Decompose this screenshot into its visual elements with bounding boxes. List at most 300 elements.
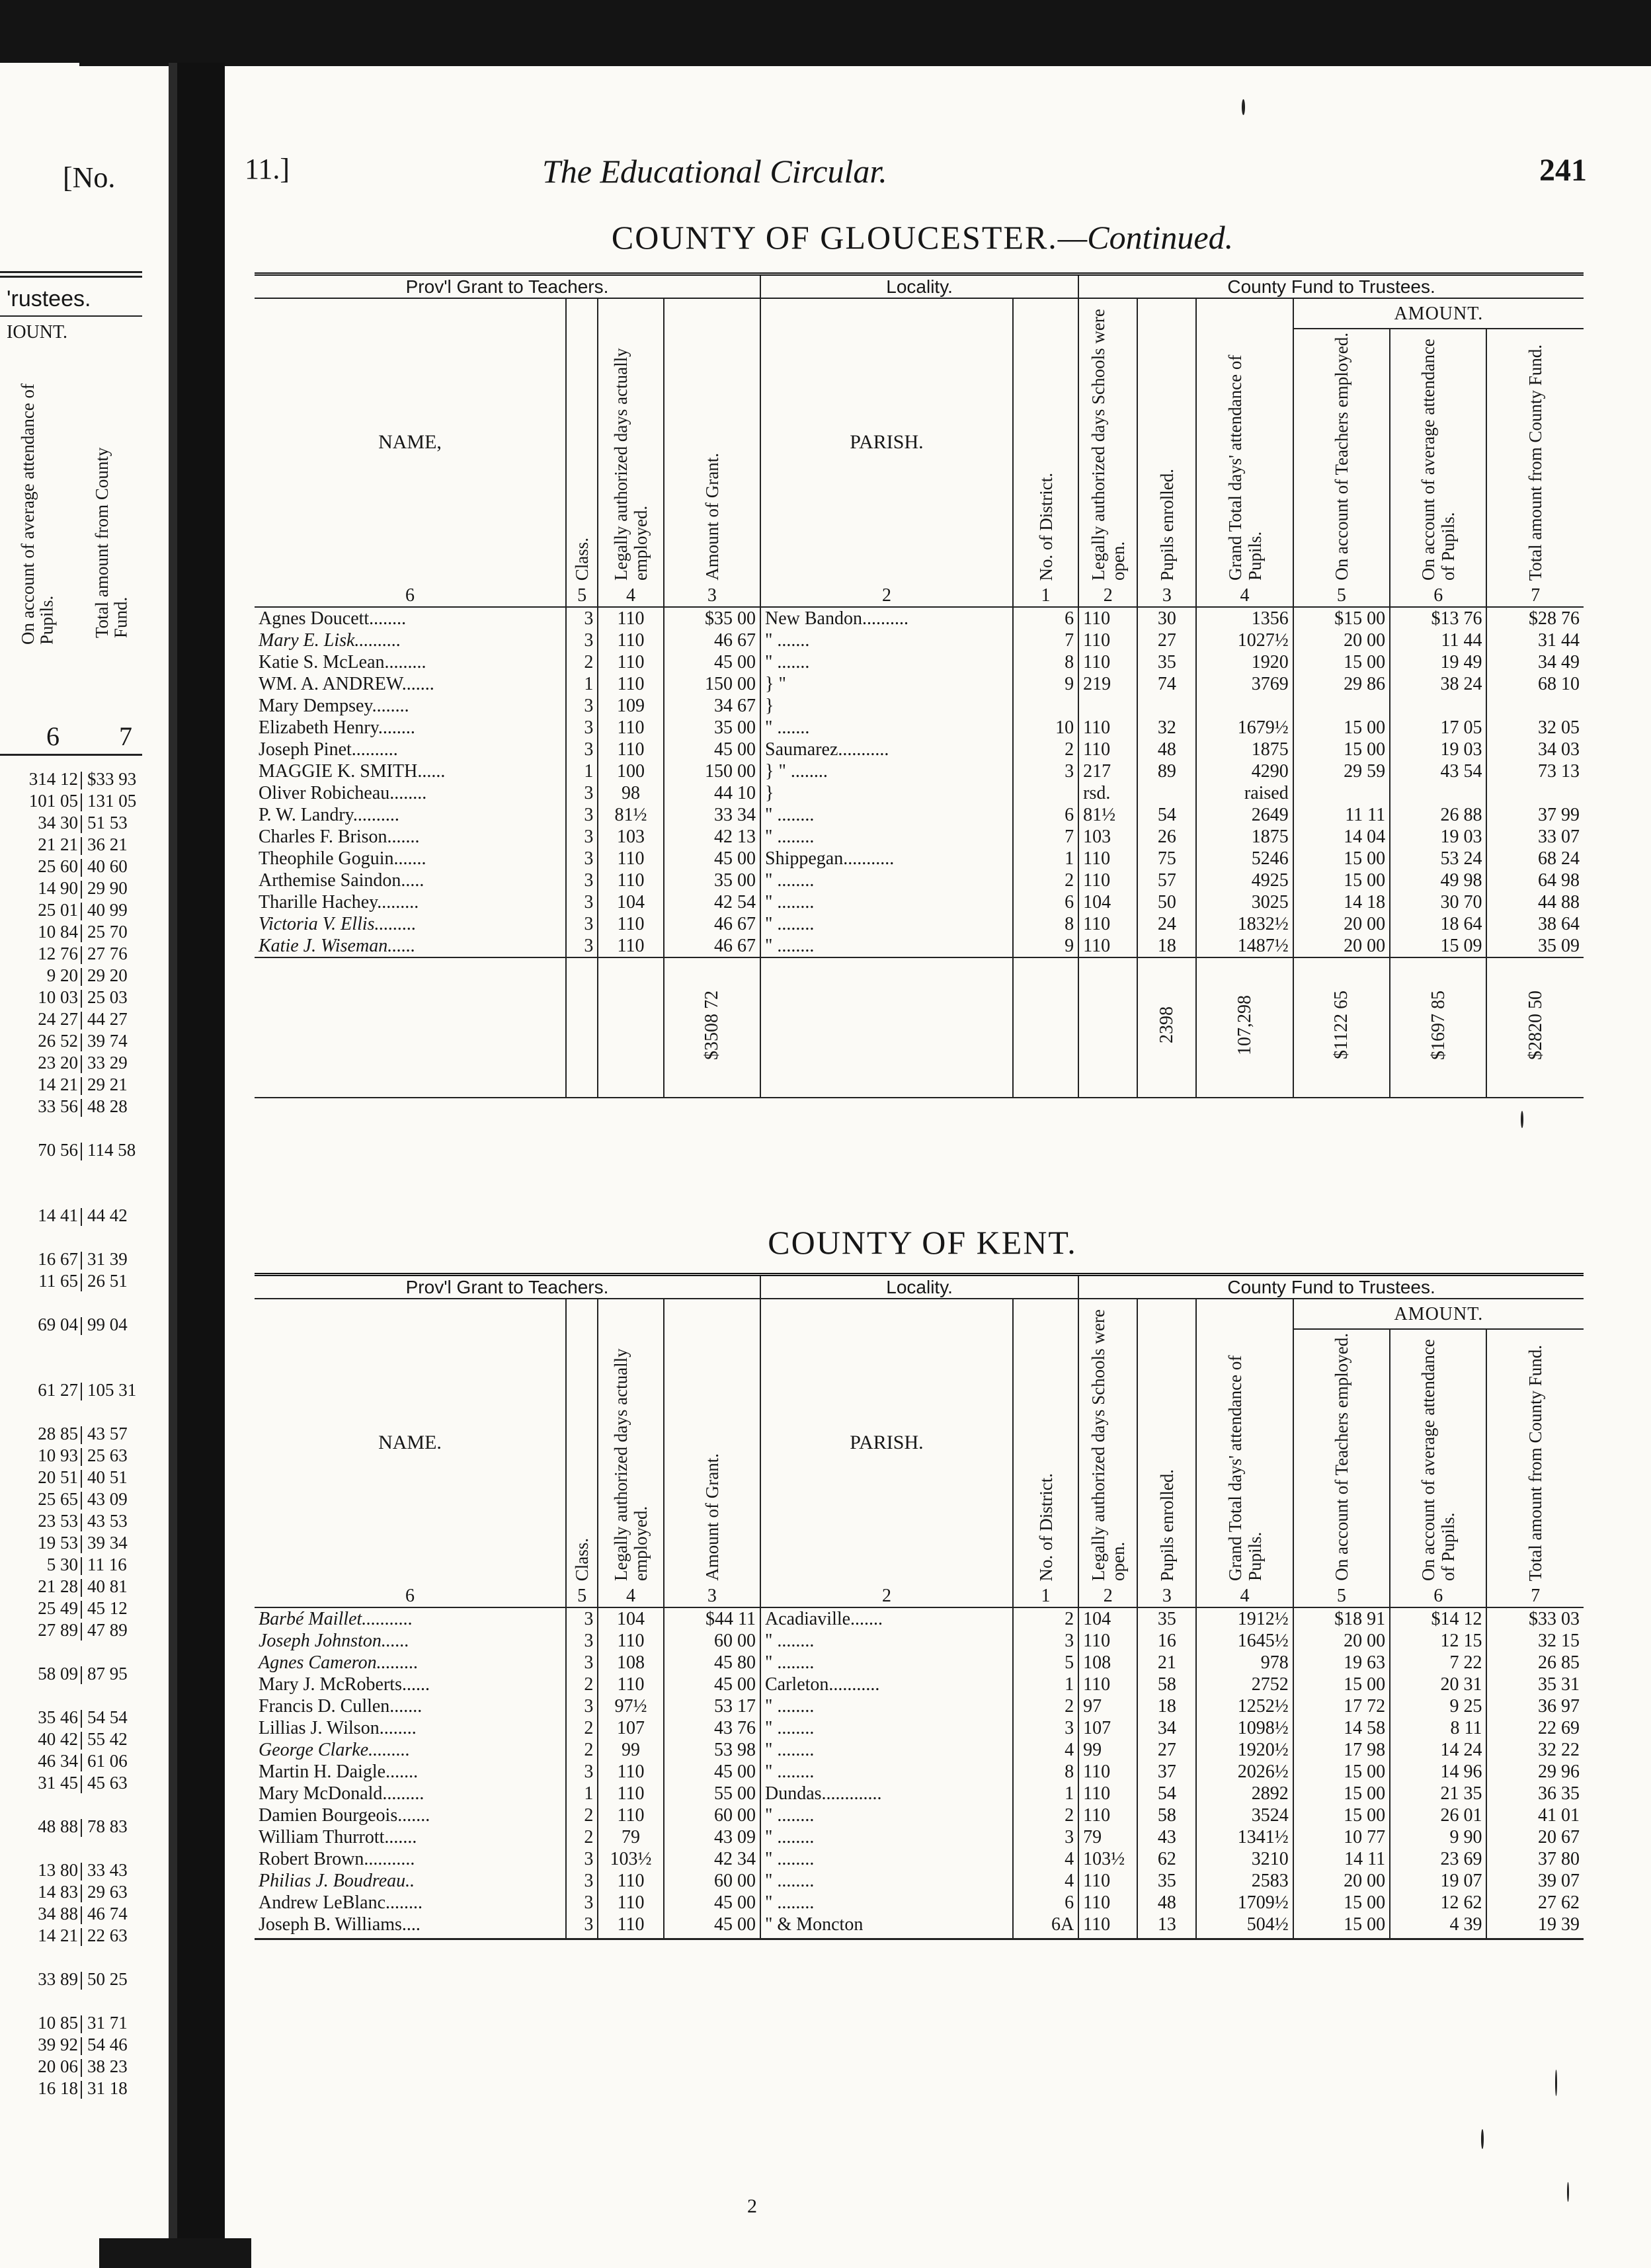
cell-total: 1920½	[1196, 1739, 1293, 1761]
column-number: 6	[255, 585, 566, 607]
cell-total: 1920	[1196, 651, 1293, 673]
cell-teach: 19 63	[1293, 1652, 1390, 1674]
table-row	[255, 739, 1584, 760]
cell-total: 2892	[1196, 1783, 1293, 1804]
cell-teach	[1293, 782, 1390, 804]
cell-cls: 2	[566, 1739, 598, 1761]
cell-total: 1341½	[1196, 1826, 1293, 1848]
cell-days: 110	[598, 1761, 663, 1783]
left-page-cell: 16 18	[38, 2078, 78, 2098]
left-page-row	[0, 1533, 147, 1553]
left-page-cell: 29 90	[87, 878, 128, 898]
cell-days: 110	[598, 607, 663, 629]
left-page-cell: 25 70	[87, 922, 128, 942]
table-row	[255, 1870, 1584, 1892]
cell-grant: 60 00	[664, 1630, 760, 1652]
cell-cls: 1	[566, 673, 598, 695]
left-page-cell: 105 31	[87, 1380, 137, 1400]
left-page-cell: 114 58	[87, 1140, 136, 1160]
cell-days: 108	[598, 1652, 663, 1674]
column-number: 5	[566, 1585, 598, 1607]
scan-speck	[1555, 2070, 1557, 2096]
cell-pupils: 58	[1137, 1674, 1196, 1695]
cell-dist: 1	[1013, 848, 1078, 870]
cell-dist: 3	[1013, 1717, 1078, 1739]
left-page-row	[0, 1904, 147, 1924]
cell-days: 110	[598, 1783, 663, 1804]
left-page-row	[0, 1751, 147, 1771]
group-header-locality: Locality.	[760, 274, 1078, 299]
left-page-cell: 22 63	[87, 1925, 128, 1945]
left-page-cell: 40 51	[87, 1467, 128, 1487]
left-page-row	[0, 944, 147, 964]
cell-open: 110	[1078, 848, 1137, 870]
column-header-district: No. of District.	[1035, 1473, 1056, 1581]
cell-cls: 3	[566, 1695, 598, 1717]
amount-header: AMOUNT.	[1293, 298, 1584, 329]
column-number: 7	[1486, 1585, 1584, 1607]
cell-grant: 45 00	[664, 1674, 760, 1695]
cell-total: 1098½	[1196, 1717, 1293, 1739]
cell-parish: " .......	[760, 629, 1013, 651]
cell-name: Mary Dempsey........	[259, 696, 409, 716]
table-row	[255, 1761, 1584, 1783]
cell-dist: 5	[1013, 1652, 1078, 1674]
cell-total: 1709½	[1196, 1892, 1293, 1914]
book-spine	[177, 63, 225, 2268]
cell-dist: 2	[1013, 1607, 1078, 1630]
cell-total: 1875	[1196, 826, 1293, 848]
cell-cls: 3	[566, 1652, 598, 1674]
cell-grant: 45 00	[664, 1761, 760, 1783]
column-header-name: NAME,	[255, 298, 566, 585]
cell-pupils: 54	[1137, 1783, 1196, 1804]
left-page-rule	[0, 754, 142, 756]
cell-days: 99	[598, 1739, 663, 1761]
cell-att: 26 01	[1390, 1804, 1486, 1826]
left-page-rule	[0, 271, 142, 273]
cell-open: 110	[1078, 607, 1137, 629]
cell-parish: Carleton...........	[760, 1674, 1013, 1695]
issue-number: 11.]	[245, 153, 290, 185]
cell-teach: 29 59	[1293, 760, 1390, 782]
table-row	[255, 782, 1584, 804]
column-header-total-county-fund: Total amount from County Fund.	[1525, 344, 1546, 581]
cell-total: 2026½	[1196, 1761, 1293, 1783]
cell-dist: 2	[1013, 1695, 1078, 1717]
cell-parish: " ........	[760, 891, 1013, 913]
column-header-grand-total: Grand Total days' attendance of Pupils.	[1225, 1355, 1265, 1581]
left-page-cell: 35 46	[38, 1707, 78, 1727]
cell-parish: " ........	[760, 1848, 1013, 1870]
cell-sum	[1486, 695, 1584, 717]
cell-open: 81½	[1078, 804, 1137, 826]
cell-parish: " .......	[760, 717, 1013, 739]
cell-teach: 15 00	[1293, 1914, 1390, 1935]
cell-teach: 15 00	[1293, 1761, 1390, 1783]
left-page-cell: 26 51	[87, 1271, 128, 1291]
table-row	[255, 935, 1584, 957]
left-page-row	[0, 2035, 147, 2055]
cell-teach	[1293, 695, 1390, 717]
table-row	[255, 826, 1584, 848]
cell-teach: $15 00	[1293, 607, 1390, 629]
column-header-days-open: Legally authorized days Schools were open.	[1088, 309, 1128, 581]
cell-parish: " ........	[760, 913, 1013, 935]
column-number: 1	[1013, 585, 1078, 607]
cell-dist: 4	[1013, 1848, 1078, 1870]
scan-bottom-border	[99, 2238, 251, 2268]
cell-days: 110	[598, 1804, 663, 1826]
cell-total: 1875	[1196, 739, 1293, 760]
cell-grant: 34 67	[664, 695, 760, 717]
cell-grant: $35 00	[664, 607, 760, 629]
cell-pupils: 50	[1137, 891, 1196, 913]
cell-sum: 19 39	[1486, 1914, 1584, 1935]
column-number: 2	[760, 1585, 1013, 1607]
cell-days: 100	[598, 760, 663, 782]
cell-grant: 43 76	[664, 1717, 760, 1739]
cell-cls: 3	[566, 935, 598, 957]
cell-dist	[1013, 782, 1078, 804]
cell-sum: 34 03	[1486, 739, 1584, 760]
table-row	[255, 760, 1584, 782]
left-page-cell: 14 21	[38, 1074, 78, 1094]
cell-name: William Thurrott.......	[259, 1827, 417, 1847]
cell-cls: 1	[566, 1783, 598, 1804]
total-pupils: 2398	[1156, 1006, 1178, 1043]
cell-teach: 15 00	[1293, 848, 1390, 870]
left-page-cell: 21 21	[38, 834, 78, 854]
cell-grant: 53 17	[664, 1695, 760, 1717]
cell-days: 107	[598, 1717, 663, 1739]
left-page-row	[0, 1031, 147, 1051]
column-header-days-employed: Legally authorized days actually employed.	[610, 1348, 651, 1581]
cell-cls: 3	[566, 804, 598, 826]
cell-cls: 3	[566, 1892, 598, 1914]
cell-cls: 3	[566, 1607, 598, 1630]
table-row	[255, 1717, 1584, 1739]
cell-sum: 38 64	[1486, 913, 1584, 935]
cell-sum: 37 99	[1486, 804, 1584, 826]
left-page-cell: 27 76	[87, 944, 128, 963]
left-page-cell: 16 67	[38, 1249, 78, 1269]
cell-total: 2649	[1196, 804, 1293, 826]
cell-cls: 2	[566, 1804, 598, 1826]
cell-att: 12 15	[1390, 1630, 1486, 1652]
column-header-teachers-account: On account of Teachers employed.	[1331, 333, 1351, 581]
left-page-row	[0, 922, 147, 942]
cell-open: 110	[1078, 1761, 1137, 1783]
left-page-cell: 101 05	[28, 791, 78, 811]
cell-open: 110	[1078, 1914, 1137, 1935]
left-page-cell: 33 56	[38, 1096, 78, 1116]
left-page-cell: 38 23	[87, 2056, 128, 2076]
cell-name: P. W. Landry..........	[259, 805, 399, 825]
table-row	[255, 1739, 1584, 1761]
left-page-cell: 25 01	[38, 900, 78, 920]
left-page-row	[0, 2078, 147, 2099]
cell-open: 79	[1078, 1826, 1137, 1848]
left-page-cell: 29 21	[87, 1074, 128, 1094]
left-page-row	[0, 1096, 147, 1117]
cell-cls: 3	[566, 913, 598, 935]
gloucester-table	[255, 272, 1584, 1098]
cell-name: MAGGIE K. SMITH......	[259, 761, 446, 782]
left-page-cell: 31 45	[38, 1773, 78, 1793]
total-att: $1697 85	[1428, 990, 1449, 1060]
table-row	[255, 1607, 1584, 1630]
cell-open: 108	[1078, 1652, 1137, 1674]
cell-open: 103	[1078, 826, 1137, 848]
cell-dist: 4	[1013, 1870, 1078, 1892]
left-page-cell: 14 21	[38, 1925, 78, 1945]
left-page-cell: 23 20	[38, 1053, 78, 1073]
cell-pupils: 58	[1137, 1804, 1196, 1826]
cell-grant: 150 00	[664, 673, 760, 695]
left-page-cell: 25 63	[87, 1445, 128, 1465]
cell-open: 110	[1078, 1674, 1137, 1695]
cell-total: 2752	[1196, 1674, 1293, 1695]
cell-days: 110	[598, 1914, 663, 1935]
left-page-row	[0, 1489, 147, 1510]
cell-days: 110	[598, 1630, 663, 1652]
cell-open: 103½	[1078, 1848, 1137, 1870]
left-page-cell: 39 92	[38, 2035, 78, 2054]
total-total: 107,298	[1234, 994, 1256, 1055]
cell-dist: 3	[1013, 1826, 1078, 1848]
cell-grant: 60 00	[664, 1870, 760, 1892]
left-page-cell: 314 12	[28, 769, 78, 789]
left-page-cell: 10 85	[38, 2013, 78, 2033]
cell-teach: 15 00	[1293, 1804, 1390, 1826]
cell-name: Oliver Robicheau........	[259, 783, 427, 803]
cell-name: Joseph Johnston......	[259, 1631, 409, 1651]
table-row	[255, 1630, 1584, 1652]
left-page-cell: 39 34	[87, 1533, 128, 1553]
column-number: 7	[1486, 585, 1584, 607]
left-page-cell: 40 81	[87, 1576, 128, 1596]
column-header-class: Class.	[572, 537, 592, 581]
cell-sum: 32 22	[1486, 1739, 1584, 1761]
total-sum: $2820 50	[1525, 990, 1546, 1060]
cell-sum: 34 49	[1486, 651, 1584, 673]
cell-pupils: 35	[1137, 651, 1196, 673]
cell-grant: 43 09	[664, 1826, 760, 1848]
cell-days: 110	[598, 651, 663, 673]
cell-total: 2583	[1196, 1870, 1293, 1892]
cell-teach: 14 18	[1293, 891, 1390, 913]
cell-cls: 3	[566, 1870, 598, 1892]
cell-open: 110	[1078, 1783, 1137, 1804]
cell-pupils	[1137, 782, 1196, 804]
left-page-cell: 78 83	[87, 1816, 128, 1836]
cell-pupils: 43	[1137, 1826, 1196, 1848]
left-page-cell: 25 49	[38, 1598, 78, 1618]
column-number: 2	[1078, 585, 1137, 607]
cell-teach: 15 00	[1293, 1783, 1390, 1804]
cell-sum: 32 15	[1486, 1630, 1584, 1652]
cell-name: Elizabeth Henry........	[259, 717, 415, 738]
left-page-cell: 44 42	[87, 1205, 128, 1225]
cell-pupils: 27	[1137, 629, 1196, 651]
cell-dist: 6	[1013, 891, 1078, 913]
cell-total: 3025	[1196, 891, 1293, 913]
left-page-cell: 10 84	[38, 922, 78, 942]
left-page-col-num: 6	[46, 721, 60, 751]
left-page-col-num: 7	[119, 721, 132, 751]
cell-name: Barbé Maillet...........	[259, 1609, 413, 1629]
cell-dist: 2	[1013, 870, 1078, 891]
left-page-row	[0, 1773, 147, 1793]
left-page-rule	[0, 276, 142, 278]
page-folio: 241	[1539, 153, 1587, 188]
left-page-cell: 43 53	[87, 1511, 128, 1531]
left-page-cell: 25 65	[38, 1489, 78, 1509]
left-page-row	[0, 1249, 147, 1270]
cell-dist: 8	[1013, 651, 1078, 673]
column-header-days-employed: Legally authorized days actually employed.	[610, 348, 651, 581]
column-header-amount-of-grant: Amount of Grant.	[702, 1453, 722, 1581]
left-page-row	[0, 1925, 147, 1946]
left-page-cell: 14 83	[38, 1882, 78, 1902]
left-page-row	[0, 1074, 147, 1095]
cell-att: 12 62	[1390, 1892, 1486, 1914]
column-number: 6	[1390, 1585, 1486, 1607]
left-page-cell: 47 89	[87, 1620, 128, 1640]
cell-cls: 3	[566, 607, 598, 629]
cell-parish: Shippegan...........	[760, 848, 1013, 870]
cell-days: 109	[598, 695, 663, 717]
cell-days: 110	[598, 629, 663, 651]
cell-sum: 29 96	[1486, 1761, 1584, 1783]
left-page-cell: 55 42	[87, 1729, 128, 1749]
cell-grant: 45 00	[664, 1892, 760, 1914]
scan-top-border-shadow	[79, 26, 1651, 66]
column-header-district: No. of District.	[1035, 472, 1056, 581]
left-page-cell: 13 80	[38, 1860, 78, 1880]
cell-total: 504½	[1196, 1914, 1293, 1935]
cell-sum: 36 97	[1486, 1695, 1584, 1717]
cell-cls: 2	[566, 1674, 598, 1695]
group-header-provincial-grant: Prov'l Grant to Teachers.	[255, 1275, 760, 1299]
cell-att: $13 76	[1390, 607, 1486, 629]
cell-att: 43 54	[1390, 760, 1486, 782]
left-page-row	[0, 1380, 147, 1400]
cell-att: 20 31	[1390, 1674, 1486, 1695]
cell-teach: 20 00	[1293, 1630, 1390, 1652]
cell-name: Mary E. Lisk..........	[259, 630, 401, 651]
left-page-cell: 61 27	[38, 1380, 78, 1400]
left-page-row	[0, 1969, 147, 1990]
left-page-cell: 14 41	[38, 1205, 78, 1225]
left-page-row	[0, 900, 147, 920]
cell-grant: 46 67	[664, 913, 760, 935]
column-header-attendance-account: On account of average attendance of Pupils.	[1418, 1339, 1459, 1581]
left-page-cell: 51 53	[87, 813, 128, 832]
cell-att: 9 90	[1390, 1826, 1486, 1848]
left-page-row	[0, 1009, 147, 1030]
cell-att: 14 96	[1390, 1761, 1486, 1783]
total-teach: $1122 65	[1331, 991, 1352, 1059]
cell-sum: 36 35	[1486, 1783, 1584, 1804]
cell-sum: 31 44	[1486, 629, 1584, 651]
left-page-cell: 40 99	[87, 900, 128, 920]
cell-teach: 29 86	[1293, 673, 1390, 695]
cell-pupils: 24	[1137, 913, 1196, 935]
left-page-row	[0, 1620, 147, 1640]
cell-att: 11 44	[1390, 629, 1486, 651]
left-page-cell: 29 63	[87, 1882, 128, 1902]
left-page-cell: 131 05	[87, 791, 137, 811]
cell-days: 110	[598, 1674, 663, 1695]
cell-name: Arthemise Saindon.....	[259, 870, 424, 891]
column-number: 4	[598, 585, 663, 607]
cell-sum: 32 05	[1486, 717, 1584, 739]
group-header-locality: Locality.	[760, 1275, 1078, 1299]
cell-sum: 68 24	[1486, 848, 1584, 870]
table-row	[255, 1826, 1584, 1848]
cell-open: 110	[1078, 739, 1137, 760]
left-page-row	[0, 1205, 147, 1226]
cell-teach: 20 00	[1293, 1870, 1390, 1892]
cell-total: 1252½	[1196, 1695, 1293, 1717]
left-page-row	[0, 1816, 147, 1837]
table-row	[255, 891, 1584, 913]
left-page-cell: 43 09	[87, 1489, 128, 1509]
cell-name: Charles F. Brison.......	[259, 827, 420, 847]
table-row	[255, 629, 1584, 651]
left-page-cell: 5 30	[46, 1555, 78, 1574]
cell-name: George Clarke.........	[259, 1740, 411, 1760]
cell-parish: " ........	[760, 804, 1013, 826]
left-page-cell: 45 63	[87, 1773, 128, 1793]
table-row	[255, 870, 1584, 891]
county-name: COUNTY OF GLOUCESTER.	[611, 219, 1058, 256]
cell-grant: 46 67	[664, 629, 760, 651]
cell-days: 104	[598, 891, 663, 913]
cell-teach: 15 00	[1293, 870, 1390, 891]
cell-parish: " ........	[760, 1739, 1013, 1761]
cell-dist: 3	[1013, 1630, 1078, 1652]
cell-days: 103	[598, 826, 663, 848]
cell-open: 110	[1078, 717, 1137, 739]
column-number: 4	[1196, 585, 1293, 607]
cell-total: 1832½	[1196, 913, 1293, 935]
cell-teach: 10 77	[1293, 1826, 1390, 1848]
cell-name: Lillias J. Wilson........	[259, 1718, 417, 1738]
cell-sum: 35 31	[1486, 1674, 1584, 1695]
left-page-cell: 54 54	[87, 1707, 128, 1727]
table-row	[255, 804, 1584, 826]
cell-grant: 45 00	[664, 848, 760, 870]
totals-row	[255, 957, 1584, 1098]
cell-sum: 44 88	[1486, 891, 1584, 913]
left-page-row	[0, 2013, 147, 2033]
left-page-cell: 25 60	[38, 856, 78, 876]
cell-parish: " ........	[760, 1652, 1013, 1674]
cell-sum: 73 13	[1486, 760, 1584, 782]
table-row	[255, 607, 1584, 629]
cell-pupils: 30	[1137, 607, 1196, 629]
amount-header: AMOUNT.	[1293, 1299, 1584, 1329]
continued-label: —Continued.	[1057, 219, 1234, 256]
left-page-row	[0, 1511, 147, 1531]
cell-att: 23 69	[1390, 1848, 1486, 1870]
running-head	[245, 99, 1600, 190]
cell-parish: " ........	[760, 870, 1013, 891]
left-page-cell: 50 25	[87, 1969, 128, 1989]
